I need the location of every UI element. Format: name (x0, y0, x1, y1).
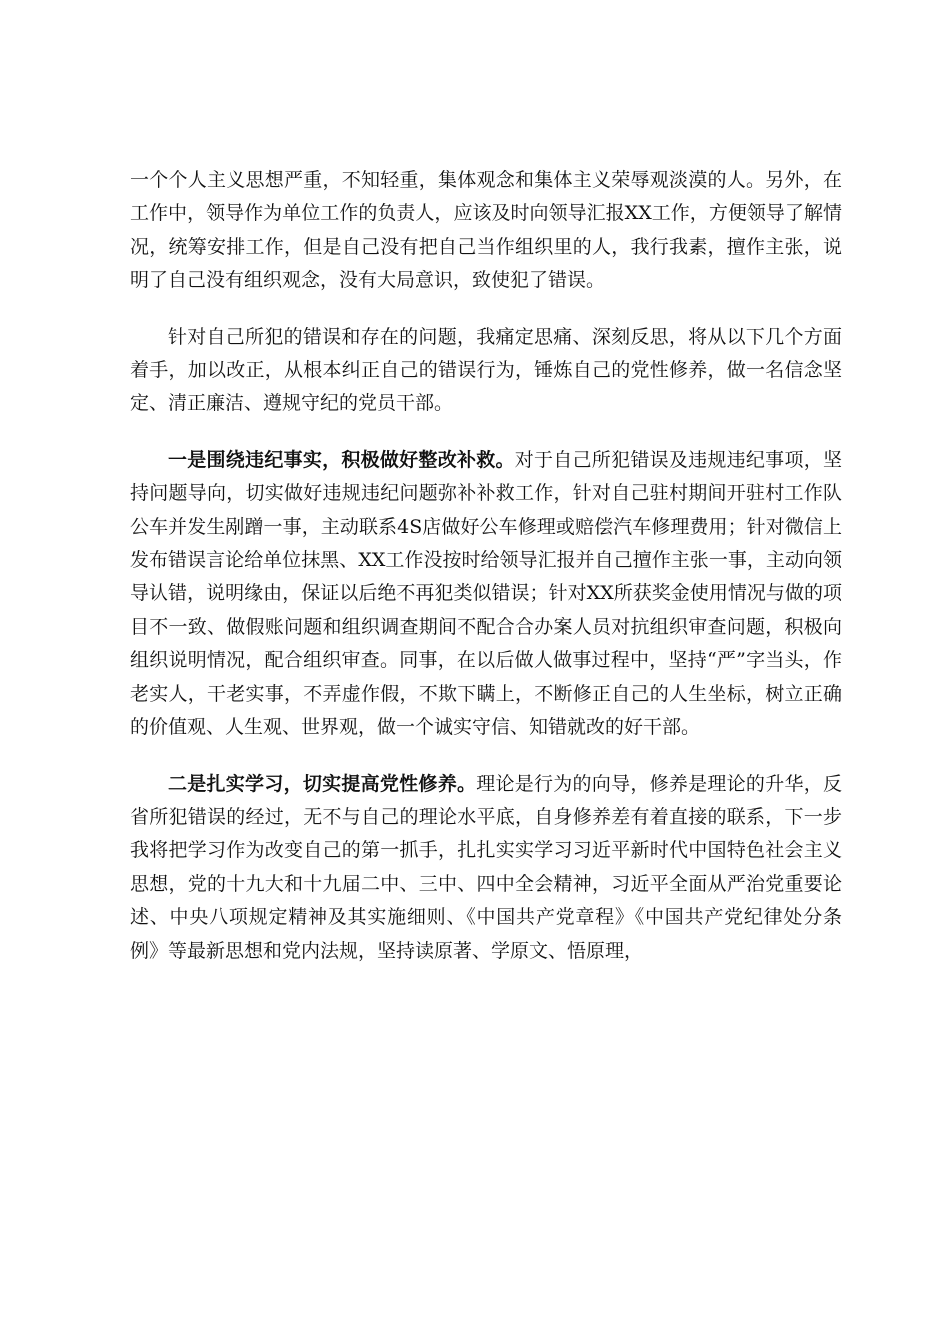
paragraph-lead-heading: 二是扎实学习，切实提高党性修养。 (168, 772, 477, 795)
paragraph-rectification-intro (130, 321, 842, 421)
paragraph-text: 对于自己所犯错误及违规违纪事项，坚持问题导向，切实做好违规违纪问题弥补补救工作，针对自己驻村期间开驻村工作队公车并发生剐蹭一事，主动联系4S店做好公车修理或赔偿汽车修理费用；针对微信上发布错误言论给单位抹黑、XX工作没按时给领导汇报并自己擅作主张一事，主动向领导认错，说明缘由，保证以后绝不再犯类似错误；针对XX所获奖金使用情况与做的项目不一致、做假账问题和组织调查期间不配合合办案人员对抗组织审查问题，积极向组织说明情况，配合组织审查。同事，在以后做人做事过程中，坚持“严”字当头，作老实人，干老实事，不弄虚作假，不欺下瞒上，不断修正自己的人生坐标，树立正确的价值观、人生观、世界观，做一个诚实守信、知错就改的好干部。 (130, 448, 842, 739)
paragraph-text: 针对自己所犯的错误和存在的问题，我痛定思痛、深刻反思，将从以下几个方面着手，加以改正，从根本纠正自己的错误行为，锤炼自己的党性修养，做一名信念坚定、清正廉洁、遵规守纪的党员干部。 (130, 325, 842, 415)
document-page (130, 164, 842, 991)
paragraph-point-two (130, 768, 842, 968)
paragraph-point-one (130, 444, 842, 745)
paragraph-continuation (130, 164, 842, 298)
paragraph-text: 理论是行为的向导，修养是理论的升华，反省所犯错误的经过，无不与自己的理论水平底，自身修养差有着直接的联系，下一步我将把学习作为改变自己的第一抓手，扎扎实实学习习近平新时代中国特色社会主义思想，党的十九大和十九届二中、三中、四中全会精神，习近平全面从严治党重要论述、中央八项规定精神及其实施细则、《中国共产党章程》《中国共产党纪律处分条例》等最新思想和党内法规，坚持读原著、学原文、悟原理， (130, 772, 842, 962)
paragraph-text: 一个个人主义思想严重，不知轻重，集体观念和集体主义荣辱观淡漠的人。另外，在工作中，领导作为单位工作的负责人，应该及时向领导汇报XX工作，方便领导了解情况，统筹安排工作，但是自己没有把自己当作组织里的人，我行我素，擅作主张，说明了自己没有组织观念，没有大局意识，致使犯了错误。 (130, 169, 842, 292)
paragraph-lead-heading: 一是围绕违纪事实，积极做好整改补救。 (168, 448, 515, 471)
